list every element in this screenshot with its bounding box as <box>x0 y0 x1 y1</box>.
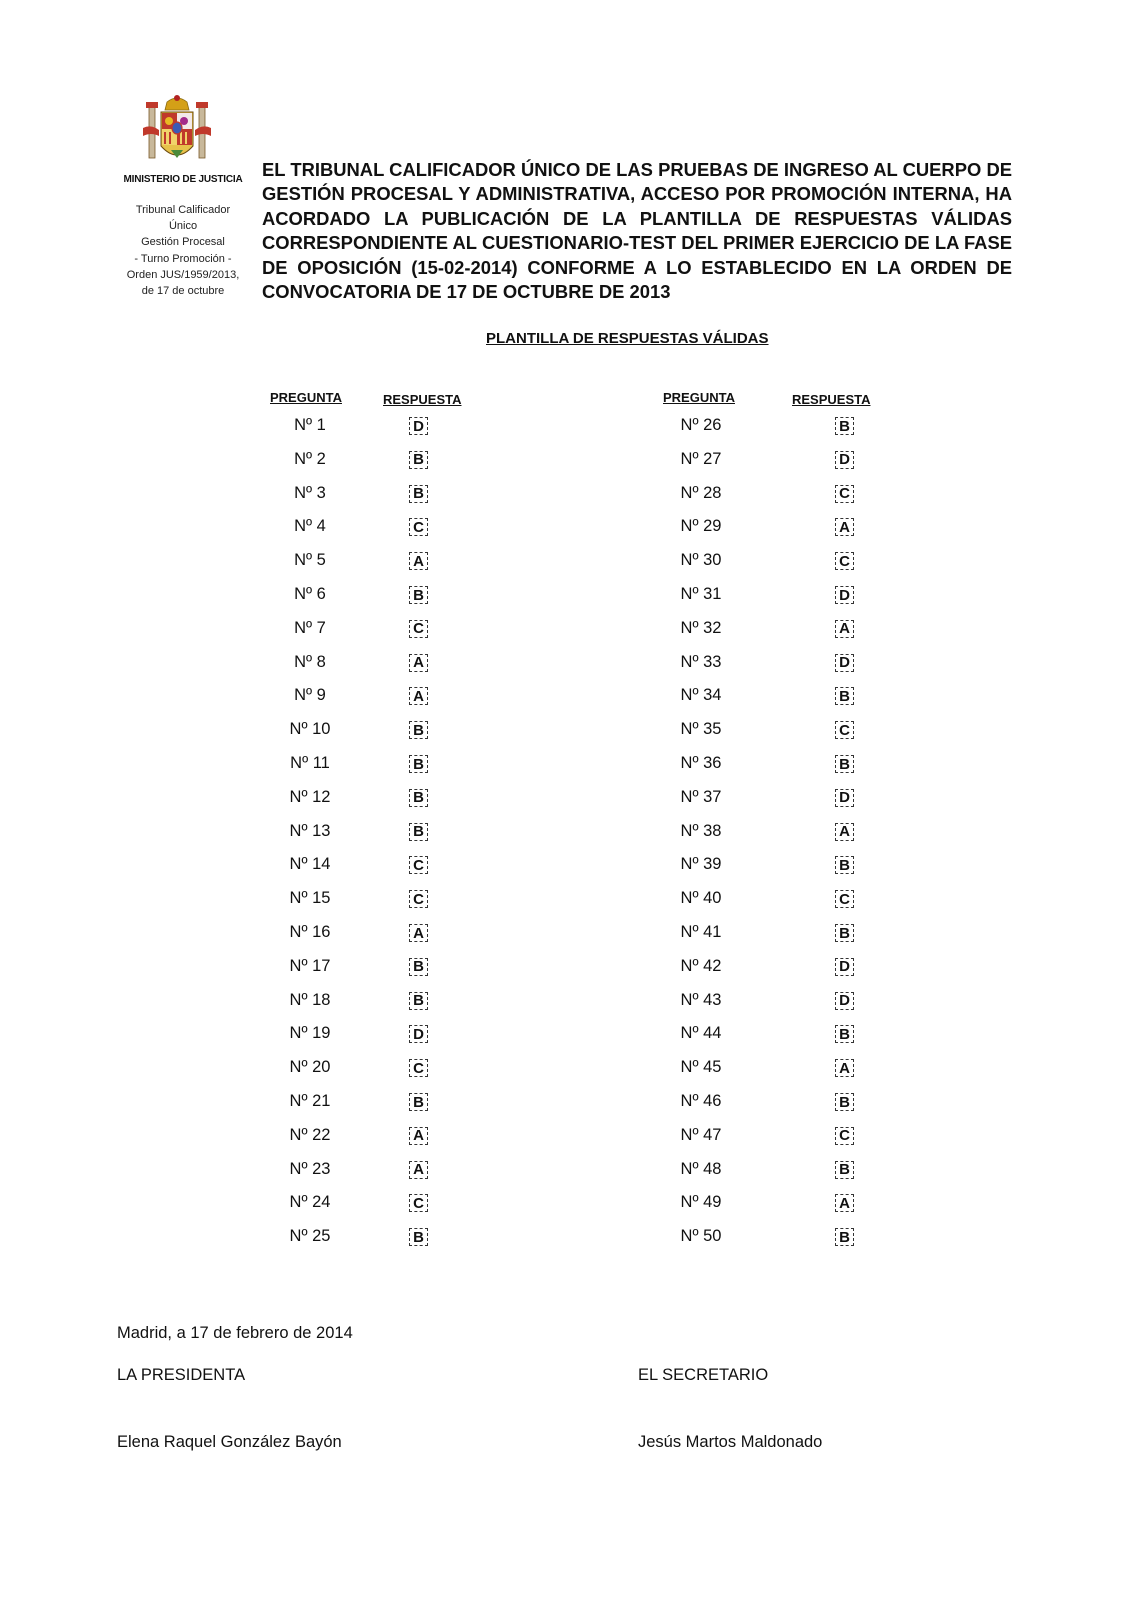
answer-letter: B <box>835 1228 854 1246</box>
answer-letter: B <box>835 417 854 435</box>
question-number: Nº 28 <box>680 483 722 502</box>
secretario-name: Jesús Martos Maldonado <box>638 1433 823 1451</box>
question-number: Nº 30 <box>680 551 722 570</box>
signing-date: Madrid, a 17 de febrero de 2014 <box>117 1324 353 1342</box>
answer-letter: A <box>835 620 854 638</box>
document-header: EL TRIBUNAL CALIFICADOR ÚNICO DE LAS PRUEBAS DE INGRESO AL CUERPO DE GESTIÓN PROCESAL Y ADMINISTRATIVA, ACCESO POR PROMOCIÓN INTERNA, HA ACORDADO LA PUBLICACIÓN DE LA PLANTILLA DE RESPUESTAS VÁLIDAS CORRESPONDIENTE AL CUESTIONARIO-TEST DEL PRIMER EJERCICIO DE LA FASE DE OPOSICIÓN (15-02-2014) CONFORME A LO ESTABLECIDO EN LA ORDEN DE CONVOCATORIA DE 17 DE OCTUBRE DE 2013 <box>262 159 1012 303</box>
answer-letter: D <box>835 654 854 672</box>
question-number: Nº 49 <box>680 1193 722 1212</box>
answer-letter: B <box>409 451 428 469</box>
coat-of-arms-logo <box>137 94 217 172</box>
secretario-title: EL SECRETARIO <box>638 1366 769 1384</box>
question-number: Nº 33 <box>680 652 722 671</box>
answer-letter: D <box>835 992 854 1010</box>
column-header-respuesta-left: RESPUESTA <box>383 392 462 407</box>
question-number: Nº 25 <box>289 1227 331 1246</box>
question-number: Nº 31 <box>680 585 722 603</box>
question-number: Nº 39 <box>680 855 722 874</box>
question-number: Nº 13 <box>289 821 331 840</box>
presidenta-title: LA PRESIDENTA <box>117 1366 246 1384</box>
question-number: Nº 15 <box>289 889 331 908</box>
question-number: Nº 48 <box>680 1159 722 1178</box>
answer-letter: C <box>409 620 428 638</box>
question-number: Nº 5 <box>294 551 326 570</box>
question-number: Nº 40 <box>680 889 722 908</box>
answer-letter: B <box>835 1025 854 1043</box>
question-number: Nº 32 <box>680 618 722 637</box>
answer-letter: B <box>409 992 428 1010</box>
question-number: Nº 18 <box>289 990 331 1009</box>
question-number: Nº 38 <box>680 821 722 840</box>
answer-letter: B <box>409 958 428 976</box>
answer-letter: B <box>409 789 428 807</box>
tribunal-line: Gestión Procesal <box>141 236 225 249</box>
tribunal-line: de 17 de octubre <box>141 285 225 298</box>
question-number: Nº 44 <box>680 1024 722 1043</box>
answer-letter: D <box>835 958 854 976</box>
answer-letter: A <box>835 518 854 536</box>
answer-letter: B <box>835 687 854 705</box>
question-number: Nº 20 <box>289 1058 331 1077</box>
answer-letter: A <box>409 924 428 942</box>
answer-letter: C <box>835 721 854 739</box>
question-number: Nº 22 <box>289 1125 331 1144</box>
answer-letter: B <box>409 586 428 604</box>
question-number: Nº 42 <box>680 956 722 975</box>
question-number: Nº 47 <box>680 1125 722 1144</box>
answer-letter: B <box>409 1228 428 1246</box>
answer-letter: A <box>409 654 428 672</box>
question-number: Nº 11 <box>290 754 330 772</box>
answer-letter: B <box>835 856 854 874</box>
tribunal-info <box>116 202 250 299</box>
answer-letter: B <box>409 755 428 773</box>
question-number: Nº 41 <box>680 923 722 941</box>
question-number: Nº 26 <box>680 416 722 434</box>
tribunal-line: Orden JUS/1959/2013, <box>126 268 240 281</box>
tribunal-line: Tribunal Calificador <box>135 204 231 216</box>
question-number: Nº 8 <box>294 652 326 671</box>
question-number: Nº 50 <box>680 1227 722 1246</box>
question-number: Nº 4 <box>294 517 326 536</box>
answer-letter: C <box>409 1059 428 1077</box>
question-number: Nº 12 <box>289 787 331 806</box>
answer-letter: D <box>409 1025 428 1043</box>
question-number: Nº 24 <box>289 1193 331 1212</box>
answer-letter: A <box>835 823 854 841</box>
answer-letter: C <box>835 890 854 908</box>
question-number: Nº 1 <box>294 416 326 434</box>
answer-letter: B <box>835 1161 854 1179</box>
column-header-pregunta-right: PREGUNTA <box>663 390 735 405</box>
question-number: Nº 37 <box>680 787 722 806</box>
question-number: Nº 23 <box>289 1159 331 1178</box>
answer-letter: A <box>835 1059 854 1077</box>
answer-letter: A <box>409 552 428 570</box>
question-number: Nº 36 <box>680 754 722 772</box>
answer-letter: C <box>409 1194 428 1212</box>
column-header-pregunta-left: PREGUNTA <box>270 390 342 405</box>
answer-letter: D <box>835 586 854 604</box>
answer-letter: B <box>409 1093 428 1111</box>
answer-letter: A <box>409 687 428 705</box>
question-number: Nº 3 <box>294 483 326 502</box>
answer-letter: D <box>835 789 854 807</box>
question-number: Nº 10 <box>289 720 331 739</box>
answer-letter: A <box>409 1127 428 1145</box>
question-number: Nº 16 <box>289 923 331 941</box>
answer-letter: B <box>835 1093 854 1111</box>
question-number: Nº 17 <box>289 956 331 975</box>
presidenta-name: Elena Raquel González Bayón <box>117 1433 342 1451</box>
question-number: Nº 14 <box>289 855 331 874</box>
answer-letter: C <box>835 552 854 570</box>
question-number: Nº 27 <box>680 449 722 468</box>
question-number: Nº 43 <box>680 990 722 1009</box>
question-number: Nº 35 <box>680 720 722 739</box>
answer-letter: A <box>835 1194 854 1212</box>
answer-letter: B <box>409 721 428 739</box>
answer-letter: C <box>409 890 428 908</box>
question-number: Nº 7 <box>294 618 326 637</box>
question-number: Nº 45 <box>680 1058 722 1077</box>
ministry-name: MINISTERIO DE JUSTICIA <box>123 174 243 185</box>
answer-letter: C <box>409 518 428 536</box>
answer-letter: B <box>409 485 428 503</box>
column-header-respuesta-right: RESPUESTA <box>792 392 871 407</box>
answer-letter: B <box>835 755 854 773</box>
answer-letter: B <box>409 823 428 841</box>
answer-letter: B <box>835 924 854 942</box>
question-number: Nº 21 <box>289 1092 331 1110</box>
question-number: Nº 29 <box>680 517 722 536</box>
answer-letter: A <box>409 1161 428 1179</box>
question-number: Nº 34 <box>680 686 722 705</box>
question-number: Nº 46 <box>680 1092 722 1110</box>
question-number: Nº 19 <box>289 1024 331 1043</box>
answer-letter: C <box>835 1127 854 1145</box>
tribunal-line: Único <box>168 220 198 233</box>
answer-letter: C <box>835 485 854 503</box>
answer-letter: C <box>409 856 428 874</box>
plantilla-title: PLANTILLA DE RESPUESTAS VÁLIDAS <box>486 330 769 347</box>
question-number: Nº 9 <box>294 686 326 705</box>
tribunal-line: - Turno Promoción - <box>134 252 232 265</box>
question-number: Nº 6 <box>294 585 326 603</box>
answer-letter: D <box>409 417 428 435</box>
question-number: Nº 2 <box>294 449 326 468</box>
answer-letter: D <box>835 451 854 469</box>
